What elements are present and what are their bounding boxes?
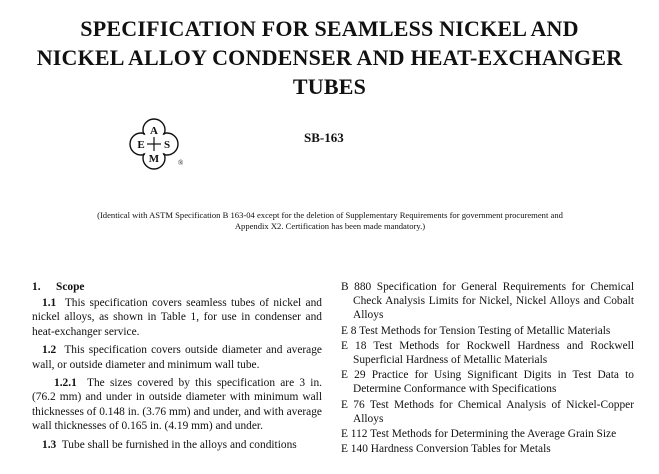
identity-note [40, 210, 620, 232]
right-column [341, 280, 634, 457]
document-title [0, 14, 659, 101]
title-line-3: TUBES [292, 74, 367, 99]
paragraph-number: 1.2 [42, 344, 57, 357]
reference-item: E 140 Hardness Conversion Tables for Metals [341, 443, 551, 456]
paragraph-text: Tube shall be furnished in the alloys and conditions [61, 438, 297, 451]
reference-item: E 8 Test Methods for Tension Testing of Metallic Materials [341, 324, 611, 337]
paragraph-number: 1.1 [42, 297, 57, 310]
paragraph-number: 1.2.1 [54, 377, 77, 390]
logo-letter-e: E [137, 139, 145, 151]
title-line-2: NICKEL ALLOY CONDENSER AND HEAT-EXCHANGER [36, 45, 623, 70]
paragraph [32, 438, 322, 452]
asme-logo-icon [128, 117, 188, 175]
paragraph-text: The sizes covered by this specification are 3 in. (76.2 mm) and under in outside diameter with minimum wall thicknesses of 0.148 in. (3.76 mm) and under, and with average wall thicknesses of 0.165 in. (4.19 mm) and under. [32, 377, 322, 432]
section-heading [32, 280, 322, 294]
logo-letter-a: A [150, 125, 158, 137]
note-line-2: Appendix X2. Certification has been made mandatory.) [234, 221, 426, 231]
reference-item: E 112 Test Methods for Determining the Average Grain Size [341, 428, 617, 441]
paragraph-text: This specification covers seamless tubes of nickel and nickel alloys, as shown in Table 1, for use in condenser and heat-exchanger service. [32, 297, 323, 338]
logo-letter-m: M [148, 153, 160, 165]
reference-item: E 29 Practice for Using Significant Digits in Test Data to Determine Conformance with Specifications [341, 369, 634, 396]
paragraph [32, 296, 322, 339]
section-title: Scope [56, 281, 85, 293]
paragraph-text: This specification covers outside diameter and average wall, or outside diameter and minimum wall tube. [32, 344, 322, 371]
logo-letter-s: S [163, 139, 171, 151]
note-line-1: (Identical with ASTM Specification B 163-04 except for the deletion of Supplementary Requirements for government procurement and [97, 210, 563, 220]
paragraph [32, 343, 322, 371]
title-line-1: SPECIFICATION FOR SEAMLESS NICKEL AND [80, 16, 579, 41]
registered-mark: ® [178, 159, 184, 167]
paragraph-number: 1.3 [42, 438, 57, 451]
section-number: 1. [32, 281, 41, 293]
reference-item: B 880 Specification for General Requirements for Chemical Check Analysis Limits for Nickel, Nickel Alloys and Cobalt Alloys [341, 281, 634, 322]
specification-designation: SB-163 [304, 130, 344, 145]
reference-item: E 76 Test Methods for Chemical Analysis of Nickel-Copper Alloys [341, 398, 634, 425]
left-column [32, 280, 322, 456]
paragraph [32, 376, 322, 433]
reference-item: E 18 Test Methods for Rockwell Hardness and Rockwell Superficial Hardness of Metallic Materials [341, 339, 634, 367]
